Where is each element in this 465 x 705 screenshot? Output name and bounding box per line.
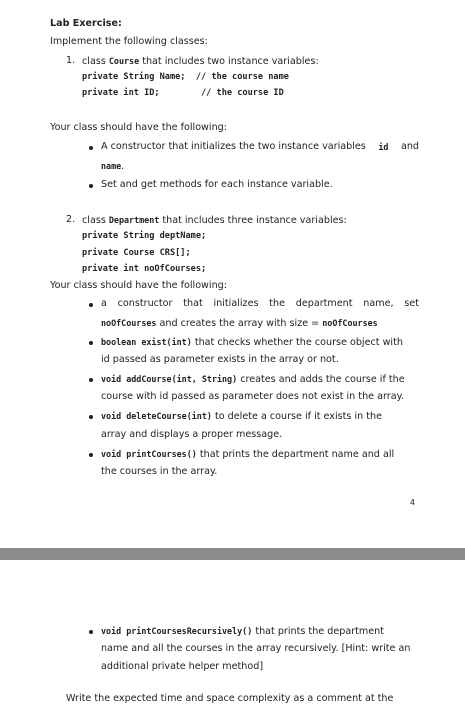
bullet-2a-code-2: noOfCourses [322,318,378,328]
bullet-2a-mid: and creates the array with size = [156,318,323,329]
bullet-dot [89,341,93,345]
bullet-2a-word: name, [363,298,394,309]
bullet-1a-and: and [400,141,419,152]
item-2-lead: class [82,215,109,226]
bullet-2a-word: constructor [117,298,173,309]
bullet-1b: Set and get methods for each instance variable. [101,179,333,190]
bullet-2a-word: department [295,298,353,309]
bullet-2d-text1: to delete a course if it exists in the [211,411,382,422]
item-2-code-1: private String deptName; [82,231,207,241]
bullet-1a-code-name: name [101,161,122,171]
bullet-1a-dot: . [121,161,125,172]
bullet-2c-line2: course with id passed as parameter does not exist in the array. [101,391,404,402]
bullet-2d-line2: array and displays a proper message. [101,429,283,440]
bullet-2a-line2 [101,317,378,330]
intro-text: Implement the following classes: [50,36,208,47]
bullet-dot [89,630,93,634]
item-2-rest: that includes three instance variables: [159,215,347,226]
bullet-2b-line2: id passed as parameter exists in the array or not. [101,354,339,365]
bullet-2d-line1 [101,410,382,423]
bullet-2b-text1: that checks whether the course object with [191,337,403,348]
document-page-2 [0,560,465,704]
item-1-number: 1. [66,55,76,66]
bullet-2a-word: a [101,298,107,309]
class-requirements-1: Your class should have the following: [50,122,227,133]
bullet-1a-text: A constructor that initializes the two instance variables [101,141,366,152]
bullet-dot [89,146,93,150]
bullet-2b-line1 [101,336,403,349]
bullet-2e-line2: the courses in the array. [101,466,218,477]
lab-heading: Lab Exercise: [50,18,122,29]
class-requirements-2: Your class should have the following: [50,280,227,291]
item-2-title [82,214,347,227]
item-1-rest: that includes two instance variables: [139,56,319,67]
bullet-3-line3: additional private helper method] [101,661,264,672]
page-number: 4 [409,498,415,507]
bullet-2e-line1 [101,448,394,461]
bullet-dot [89,453,93,457]
bullet-dot [89,415,93,419]
item-1-code-2: private int ID; // the course ID [82,88,284,98]
bullet-2a-word: the [269,298,285,309]
bottom-cut-text: Write the expected time and space complexity as a comment at the [66,693,394,704]
bullet-2a-word: set [404,298,419,309]
bullet-2c-line1 [101,373,405,386]
item-2-class: Department [108,215,160,225]
bullet-2e-text1: that prints the department name and all [196,449,395,460]
bullet-2c-text1: creates and adds the course if the [237,374,405,385]
bullet-dot [89,303,93,307]
item-2-number: 2. [66,214,76,225]
bullet-3-code: void printCoursesRecursively() [101,626,253,636]
bullet-3-text1: that prints the department [252,626,384,637]
item-1-class: Course [108,56,140,66]
bullet-2a-word: initializes [213,298,259,309]
item-1-title [82,55,319,68]
item-1-lead: class [82,56,109,67]
bullet-3-line1 [101,625,384,638]
bullet-2a-line1 [101,298,419,310]
bullet-2b-code: boolean exist(int) [101,337,192,347]
page-separator [0,548,465,560]
bullet-1a-line2 [101,160,124,173]
bullet-1a-code-id: id [378,142,389,152]
bullet-2a-code: noOfCourses [101,318,157,328]
item-1-code-1: private String Name; // the course name [82,72,289,82]
bullet-1a-line1 [101,141,419,153]
bullet-2a-word: that [183,298,203,309]
item-2-code-2: private Course CRS[]; [82,248,191,258]
bullet-3-line2: name and all the courses in the array recursively. [Hint: write an [101,643,411,654]
bullet-dot [89,378,93,382]
bullet-2d-code: void deleteCourse(int) [101,411,212,421]
bullet-dot [89,184,93,188]
bullet-2c-code: void addCourse(int, String) [101,374,238,384]
bullet-2e-code: void printCourses() [101,449,197,459]
item-2-code-3: private int noOfCourses; [82,264,207,274]
